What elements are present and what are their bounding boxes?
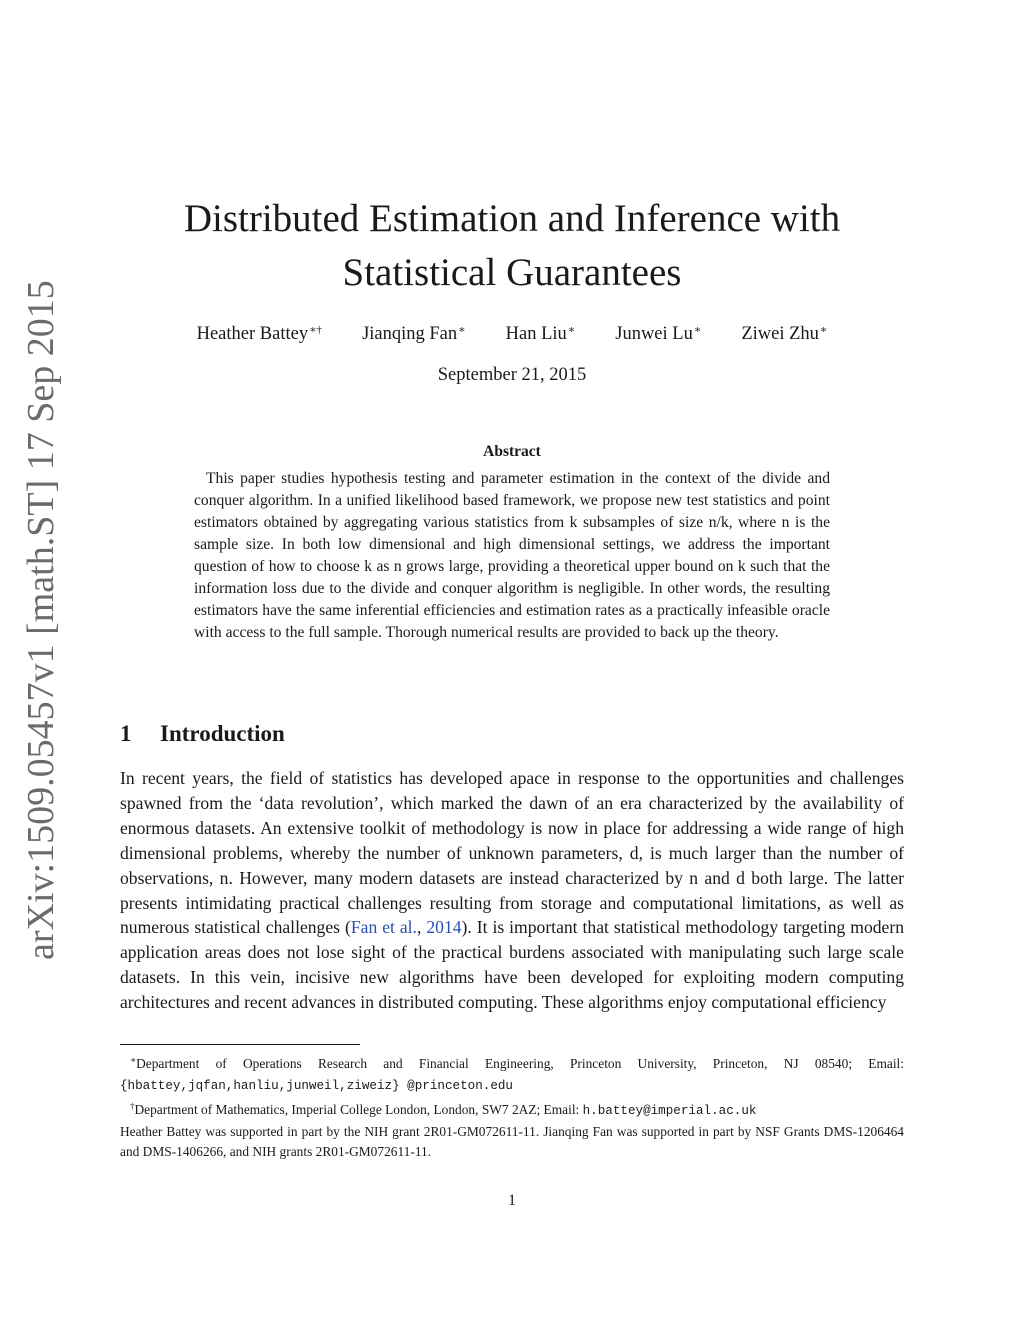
footnote-divider: [120, 1044, 360, 1045]
page-number: 1: [508, 1192, 516, 1209]
citation-link-year[interactable]: 2014: [426, 917, 462, 938]
intro-text-part-1: In recent years, the field of statistics has developed apace in response to the opportunities and challenges spawned from the ‘data revolution’, which marked the dawn of an era characterized by the availability of enormous datasets. An extensive toolkit of methodology is now in place for addressing a wide range of high dimensional problems, whereby the number of unknown parameters, d, is much larger than the number of observations, n. However, many modern datasets are instead characterized by n and d both large. The latter presents intimidating practical challenges resulting from storage and computational limitations, as well as numerous statistical challenges (: [120, 768, 904, 938]
author: [197, 318, 322, 346]
author-name: Junwei Lu: [615, 324, 693, 344]
author-affiliation-mark: ∗: [693, 324, 702, 336]
author-affiliation-mark: ∗: [567, 324, 576, 336]
footnotes: [120, 1050, 904, 1163]
footnote-text: Department of Operations Research and Financial Engineering, Princeton University, Princeton, NJ 08540; Email:: [136, 1056, 904, 1071]
section-heading: [120, 718, 904, 750]
author-name: Ziwei Zhu: [741, 324, 819, 344]
author: [506, 318, 576, 346]
author-affiliation-mark: ∗: [819, 324, 828, 336]
title-line-1: Distributed Estimation and Inference with: [183, 197, 841, 240]
footnote-mark: †: [130, 1101, 135, 1111]
author-affiliation-mark: ∗: [458, 324, 466, 336]
abstract-text: This paper studies hypothesis testing and parameter estimation in the context of the divide and conquer algorithm. In a unified likelihood based framework, we propose new test statistics and point estimators obtained by aggregating various statistics from k subsamples of size n/k, where n is the sample size. In both low dimensional and high dimensional settings, we address the important question of how to choose k as n grows large, providing a theoretical upper bound on k such that the information loss due to the divide and conquer algorithm is negligible. In other words, the resulting estimators have the same inferential efficiencies and estimation rates as a practically infeasible oracle with access to the full sample. Thorough numerical results are provided to back up the theory.: [194, 470, 830, 641]
author-name: Heather Battey: [196, 324, 309, 344]
citation-link-authors[interactable]: Fan et al.: [350, 917, 417, 938]
abstract-heading: Abstract: [483, 443, 541, 460]
footnote-email: {hbattey,jqfan,hanliu,junweil,ziweiz} @princeton.edu: [120, 1078, 513, 1093]
publication-date: September 21, 2015: [437, 365, 587, 385]
arxiv-identifier: arXiv:1509.05457v1 [math.ST] 17 Sep 2015: [20, 280, 62, 960]
footnote-text: Department of Mathematics, Imperial College London, London, SW7 2AZ; Email:: [134, 1102, 583, 1117]
author: [741, 318, 827, 346]
author-list: [120, 318, 904, 346]
author-affiliation-mark: ∗†: [309, 324, 323, 336]
footnote-mark: ∗: [130, 1055, 137, 1065]
title-line-2: Statistical Guarantees: [342, 251, 682, 294]
section-title: Introduction: [160, 721, 285, 746]
footnote-email: h.battey@imperial.ac.uk: [582, 1104, 757, 1118]
author-name: Han Liu: [505, 324, 567, 344]
author: [362, 318, 466, 346]
funding-note: Heather Battey was supported in part by the NIH grant 2R01-GM072611-11. Jianqing Fan was supported in part by NSF Grants DMS-1206464 and DMS-1406266, and NIH grants 2R01-GM072611-11.: [120, 1123, 904, 1159]
citation-separator: ,: [416, 917, 427, 938]
introduction-paragraph: [120, 766, 904, 1015]
footnote-2: [120, 1096, 904, 1122]
paper-title: [120, 192, 904, 300]
intro-text-part-2: ). It is important that statistical methodology targeting modern application areas does not lose sight of the practical burdens associated with manipulating such large scale datasets. In this vein, incisive new algorithms have been developed for exploiting modern computing architectures and recent advances in distributed computing. These algorithms enjoy computational efficiency: [120, 917, 905, 1013]
section-number: 1: [120, 721, 132, 746]
footnote-1: [120, 1050, 904, 1096]
author: [615, 318, 701, 346]
author-name: Jianqing Fan: [362, 324, 458, 344]
